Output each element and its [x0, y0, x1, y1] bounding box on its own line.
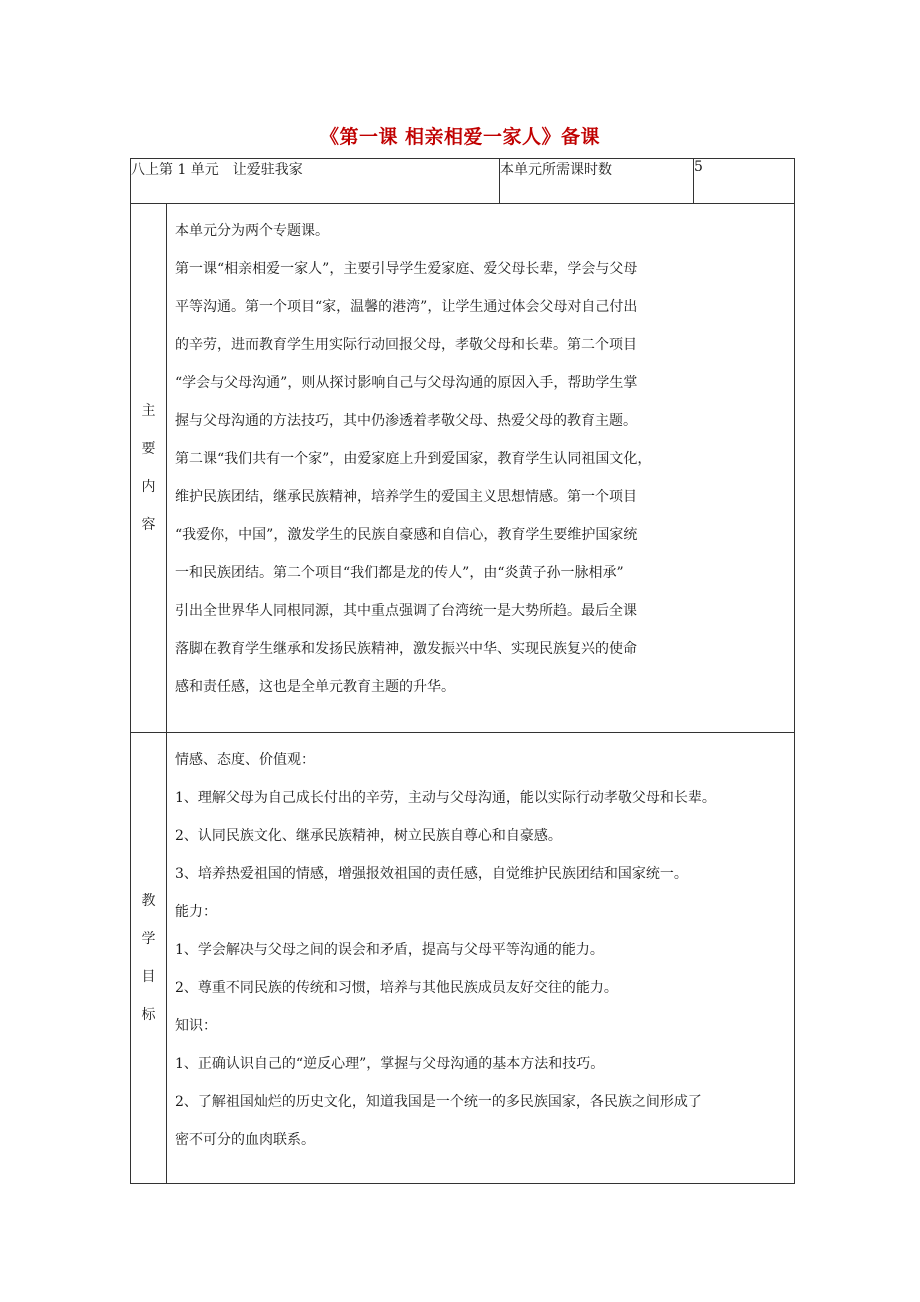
text-line: 一和民族团结。第二个项目“我们都是龙的传人”，由“炎黄子孙一脉相承”	[175, 565, 624, 581]
lesson-plan-table	[130, 158, 795, 1184]
text-line: 引出全世界华人同根同源，其中重点强调了台湾统一是大势所趋。最后全课	[175, 603, 637, 619]
text-line: 平等沟通。第一个项目“家，温馨的港湾”，让学生通过体会父母对自己付出	[175, 299, 638, 315]
text-line: 落脚在教育学生继承和发扬民族精神，激发振兴中华、实现民族复兴的使命	[175, 641, 637, 657]
text-line: 感和责任感，这也是全单元教育主题的升华。	[175, 679, 455, 695]
main-content-row	[131, 204, 795, 733]
text-line: 第一课“相亲相爱一家人”，主要引导学生爱家庭、爱父母长辈，学会与父母	[175, 261, 638, 277]
text-line: 1、正确认识自己的“逆反心理”，掌握与父母沟通的基本方法和技巧。	[175, 1056, 605, 1072]
text-line: 第二课“我们共有一个家”，由爱家庭上升到爱国家，教育学生认同祖国文化，	[175, 451, 652, 467]
hours-label-cell: 本单元所需课时数	[500, 159, 694, 204]
text-line: 密不可分的血肉联系。	[175, 1132, 315, 1148]
text-line: “我爱你，中国”，激发学生的民族自豪感和自信心，教育学生要维护国家统	[175, 527, 638, 543]
text-line: 维护民族团结，继承民族精神，培养学生的爱国主义思想情感。第一个项目	[175, 489, 637, 505]
main-content-label: 主 要 内 容	[131, 204, 167, 733]
hours-value-cell: 5	[694, 159, 795, 204]
text-line: 1、学会解决与父母之间的误会和矛盾，提高与父母平等沟通的能力。	[175, 942, 604, 958]
document-title: 《第一课 相亲相爱一家人》备课	[319, 126, 601, 148]
text-line: 知识：	[175, 1018, 217, 1034]
unit-name-cell: 八上第 1 单元 让爱驻我家	[131, 159, 500, 204]
text-line: 本单元分为两个专题课。	[175, 223, 329, 239]
text-line: “学会与父母沟通”，则从探讨影响自己与父母沟通的原因入手，帮助学生掌	[175, 375, 638, 391]
header-row	[131, 159, 795, 204]
text-line: 能力：	[175, 904, 217, 920]
text-line: 的辛劳，进而教育学生用实际行动回报父母，孝敬父母和长辈。第二个项目	[175, 337, 637, 353]
text-line: 2、认同民族文化、继承民族精神，树立民族自尊心和自豪感。	[175, 828, 562, 844]
main-content-text	[167, 204, 795, 733]
text-line: 2、尊重不同民族的传统和习惯，培养与其他民族成员友好交往的能力。	[175, 980, 618, 996]
teaching-goals-text	[167, 733, 795, 1184]
text-line: 情感、态度、价值观：	[175, 752, 315, 768]
teaching-goals-label: 教 学 目 标	[131, 733, 167, 1184]
text-line: 2、了解祖国灿烂的历史文化，知道我国是一个统一的多民族国家，各民族之间形成了	[175, 1094, 702, 1110]
text-line: 握与父母沟通的方法技巧，其中仍渗透着孝敬父母、热爱父母的教育主题。	[175, 413, 637, 429]
teaching-goals-row	[131, 733, 795, 1184]
text-line: 3、培养热爱祖国的情感，增强报效祖国的责任感，自觉维护民族团结和国家统一。	[175, 866, 688, 882]
text-line: 1、理解父母为自己成长付出的辛劳，主动与父母沟通，能以实际行动孝敬父母和长辈。	[175, 790, 716, 806]
